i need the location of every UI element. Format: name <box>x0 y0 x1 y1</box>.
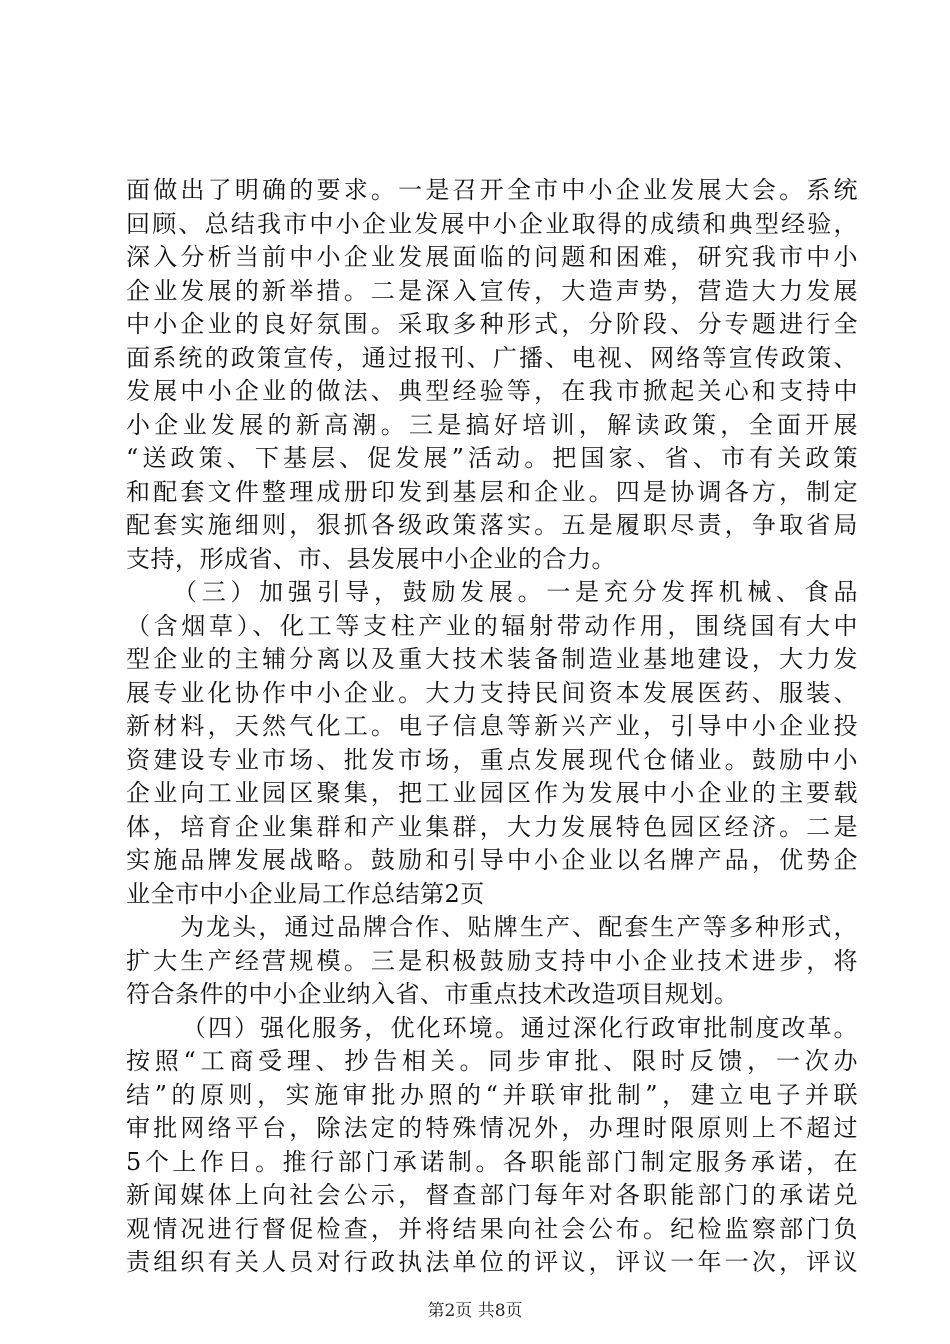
text-line: 观情况进行督促检查，并将结果向社会公布。纪检监察部门负 <box>126 1214 858 1243</box>
text-line: 按照“工商受理、抄告相关。同步审批、限时反馈，一次办 <box>126 1047 858 1075</box>
page-footer <box>0 1300 950 1322</box>
text-line: 新闻媒体上向社会公示，督查部门每年对各职能部门的承诺兑 <box>126 1181 858 1209</box>
text-line: 型企业的主辅分离以及重大技术装备制造业基地建设，大力发 <box>126 645 858 673</box>
text-line: 结”的原则，实施审批办照的“并联审批制”，建立电子并联 <box>126 1080 858 1109</box>
text-line: 配套实施细则，狠抓各级政策落实。五是履职尽责，争取省局 <box>126 511 858 539</box>
text-line: 新材料，天然气化工。电子信息等新兴产业，引导中小企业投 <box>126 712 858 740</box>
text-line: 资建设专业市场、批发市场，重点发展现代仓储业。鼓励中小 <box>126 745 858 774</box>
text-line: 回顾、总结我市中小企业发展中小企业取得的成绩和典型经验， <box>126 209 858 238</box>
section-heading-line: （四）强化服务，优化环境。通过深化行政审批制度改革。 <box>182 1013 858 1042</box>
text-line: “送政策、下基层、促发展”活动。把国家、省、市有关政策 <box>126 444 858 472</box>
text-line: 为龙头，通过品牌合作、贴牌生产、配套生产等多种形式， <box>180 913 858 941</box>
text-line: 符合条件的中小企业纳入省、市重点技术改造项目规划。 <box>126 980 739 1008</box>
page-number-label: 第2页 共8页 <box>427 1301 523 1321</box>
text-line: 面系统的政策宣传，通过报刊、广播、电视、网络等宣传政策、 <box>126 343 858 372</box>
text-line: 业全市中小企业局工作总结第2页 <box>126 879 485 908</box>
document-body <box>126 174 858 1280</box>
text-line: 展专业化协作中小企业。大力支持民间资本发展医药、服装、 <box>126 678 858 707</box>
text-line: 企业发展的新举措。二是深入宣传，大造声势，营造大力发展 <box>126 276 858 305</box>
text-line: 扩大生产经营规模。三是积极鼓励支持中小企业技术进步，将 <box>126 946 858 975</box>
text-line: 和配套文件整理成册印发到基层和企业。四是协调各方，制定 <box>126 477 858 506</box>
text-line: 中小企业的良好氛围。采取多种形式，分阶段、分专题进行全 <box>126 310 858 338</box>
text-line: 支持，形成省、市、县发展中小企业的合力。 <box>126 544 616 573</box>
text-line: 发展中小企业的做法、典型经验等，在我市掀起关心和支持中 <box>126 377 858 405</box>
text-line: 小企业发展的新高潮。三是搞好培训，解读政策，全面开展 <box>126 410 858 439</box>
text-line: 实施品牌发展战略。鼓励和引导中小企业以名牌产品，优势企 <box>126 846 858 874</box>
text-line: 深入分析当前中小企业发展面临的问题和困难，研究我市中小 <box>126 243 858 271</box>
text-line: 责组织有关人员对行政执法单位的评议，评议一年一次，评议 <box>126 1248 858 1276</box>
text-line: 企业向工业园区聚集，把工业园区作为发展中小企业的主要载 <box>126 779 858 807</box>
section-heading-line: （三）加强引导，鼓励发展。一是充分发挥机械、食品 <box>173 578 858 606</box>
text-line: 审批网络平台，除法定的特殊情况外，办理时限原则上不超过 <box>126 1114 858 1142</box>
text-line: 5个上作日。推行部门承诺制。各职能部门制定服务承诺，在 <box>126 1147 858 1176</box>
text-line: 面做出了明确的要求。一是召开全市中小企业发展大会。系统 <box>126 176 858 204</box>
text-line: 体，培育企业集群和产业集群，大力发展特色园区经济。二是 <box>126 812 858 841</box>
text-line: （含烟草）、化工等支柱产业的辐射带动作用，围绕国有大中 <box>126 611 858 640</box>
